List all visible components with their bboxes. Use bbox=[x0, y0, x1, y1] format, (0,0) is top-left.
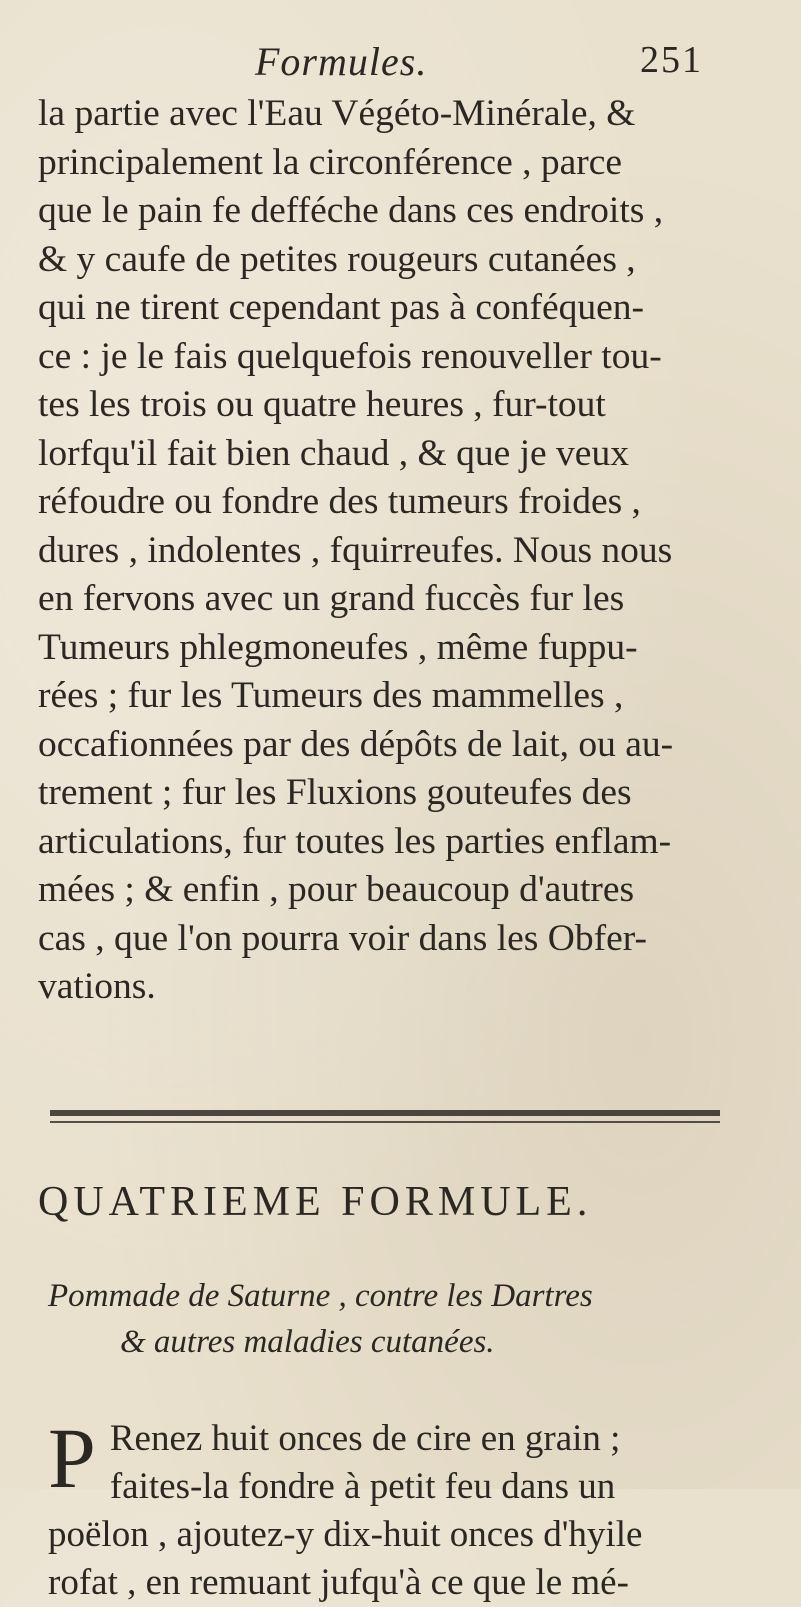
running-title: Formules. bbox=[255, 39, 428, 84]
section-subtitle bbox=[48, 1273, 768, 1365]
text-line: vations. bbox=[38, 966, 156, 1007]
text-line: cas , que l'on pourra voir dans les Obfer- bbox=[38, 917, 647, 959]
ornamental-rule-thick bbox=[50, 1110, 720, 1116]
drop-cap: P bbox=[48, 1410, 96, 1506]
text-line: Tumeurs phlegmoneufes , même fuppu- bbox=[38, 626, 638, 668]
text-line: poëlon , ajoutez-y dix-huit onces d'hyile bbox=[48, 1514, 643, 1555]
page-header bbox=[0, 38, 801, 86]
text-line: que le pain fe defféche dans ces endroits , bbox=[38, 190, 664, 231]
text-line: qui ne tirent cependant pas à conféquen- bbox=[38, 287, 644, 328]
text-line: principalement la circonférence , parce bbox=[38, 141, 623, 183]
text-line: Renez huit onces de cire en grain ; bbox=[109, 1418, 621, 1459]
ornamental-rule-thin bbox=[50, 1121, 720, 1123]
subtitle-line: Pommade de Saturne , contre les Dartres bbox=[48, 1278, 593, 1314]
text-line: rofat , en remuant jufqu'à ce que le mé- bbox=[48, 1562, 629, 1603]
text-line: en fervons avec un grand fuccès fur les bbox=[38, 578, 625, 619]
text-line: articulations, fur toutes les parties enflam- bbox=[38, 820, 672, 862]
text-line: & y caufe de petites rougeurs cutanées , bbox=[38, 238, 636, 280]
text-line: réfoudre ou fondre des tumeurs froides , bbox=[38, 481, 641, 522]
text-line: ce : je le fais quelquefois renouveller tou- bbox=[38, 335, 662, 377]
recipe-paragraph bbox=[48, 1410, 778, 1607]
text-line: occafionnées par des dépôts de lait, ou au- bbox=[38, 723, 674, 765]
page-number: 251 bbox=[640, 39, 703, 81]
text-line: tes les trois ou quatre heures , fur-tout bbox=[38, 384, 606, 425]
subtitle-line: & autres maladies cutanées. bbox=[120, 1324, 495, 1360]
text-line: la partie avec l'Eau Végéto-Minérale, & bbox=[38, 93, 636, 134]
text-line: faites-la fondre à petit feu dans un bbox=[109, 1466, 616, 1507]
section-heading: QUATRIEME FORMULE. bbox=[38, 1179, 593, 1225]
text-line: lorfqu'il fait bien chaud , & que je veux bbox=[38, 432, 629, 474]
text-line: mées ; & enfin , pour beaucoup d'autres bbox=[38, 869, 635, 910]
body-paragraph bbox=[38, 90, 768, 1012]
text-line: trement ; fur les Fluxions gouteufes des bbox=[38, 772, 632, 813]
text-line: dures , indolentes , fquirreufes. Nous nous bbox=[38, 529, 673, 571]
text-line: rées ; fur les Tumeurs des mammelles , bbox=[38, 675, 624, 716]
